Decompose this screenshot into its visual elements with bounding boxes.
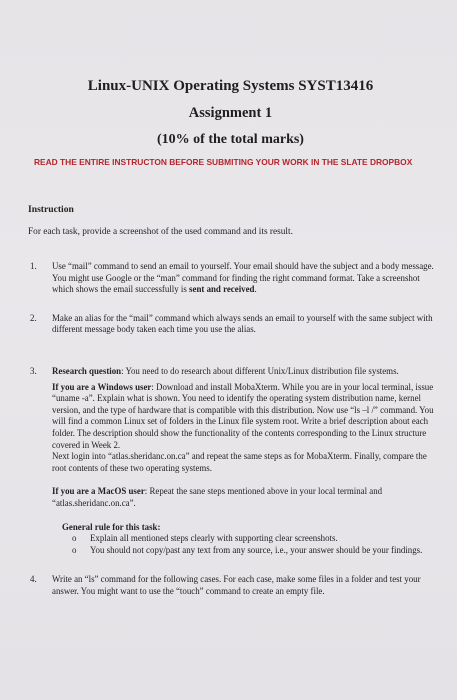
bullet-marker: o [72,533,77,544]
task-1-bold-sent: sent [189,284,205,295]
task-4-text: Write an “ls” command for the following cases. For each case, make some files in a folder and test your answer. You might want to use the “touch” command to create an empty file. [52,574,421,596]
task-number: 3. [30,365,37,376]
task-number: 1. [30,261,37,271]
course-title: Linux-UNIX Operating Systems SYST13416 [87,78,374,94]
task-1-bold-received: received [223,284,255,295]
task-1-end: . [254,284,257,295]
task-1-bold-and: and [204,284,224,295]
general-rule-heading [62,522,439,534]
mac-user-label: If you are a MacOS user [52,486,145,497]
windows-user-label: If you are a Windows user [52,381,152,392]
task-1 [30,261,439,296]
bullet-marker: o [72,544,77,555]
assignment-title: Assignment 1 [188,105,273,121]
research-question-label: Research question [52,365,122,376]
task-2-text: Make an alias for the “mail” command which always sends an email to yourself with the same subject with different message body taken each time you use the alias. [52,312,433,335]
mac-text: : Repeat the sane steps mentioned above in your local terminal and “atlas.sheridanc.on.ca”. [52,486,383,508]
rule-bullet [62,545,439,557]
next-paragraph: Next login into “atlas.sheridanc.on.ca” and repeat the same steps as for MobaXterm. Finally, compare the root contents of these two operating systems. [52,451,427,473]
windows-text: : Download and install MobaXterm. While you are in your local terminal, issue “uname -a”. Explain what is shown. You need to identify the operating system distribution name, kernel version, and the type of hardware that is compatible with this distribution. Now use “ls –l /” command. You will find a common Linux set of folders in the Linux file system root. Write a brief description about each folder. The description should show the functionality of the contents corresponding to the Linux structure covered in Week 2. [52,381,434,450]
marks-subtitle: (10% of the total marks) [157,132,304,147]
task-1-text: Use “mail” command to send an email to yourself. Your email should have the subject and a body message. You might use Google or the “man” command for finding the right command format. Take a screenshot which shows the email successfully is [52,261,434,295]
windows-paragraph [52,382,439,452]
mac-paragraph [52,486,439,509]
rule-bullet-text: Explain all mentioned steps clearly with supporting clear screenshots. [90,533,338,544]
task-number: 4. [30,574,37,585]
task-3-intro-text: : You need to do research about different Unix/Linux distribution file systems. [121,365,399,376]
task-3-intro [52,366,439,378]
instruction-text: For each task, provide a screenshot of the used command and its result. [28,227,293,237]
task-number: 2. [30,312,37,323]
warning-banner: READ THE ENTIRE INSTRUCTON BEFORE SUBMITING YOUR WORK IN THE SLATE DROPBOX [34,157,413,167]
rule-bullet-text: You should not copy/past any text from any source, i.e., your answer should be your findings. [90,544,423,555]
rule-bullet [62,533,439,545]
task-3 [30,366,439,556]
instruction-heading: Instruction [28,204,74,215]
task-2 [30,313,439,336]
general-rule-colon: : [157,521,161,532]
task-4 [30,574,439,597]
general-rule-label: General rule for this task [62,521,158,532]
